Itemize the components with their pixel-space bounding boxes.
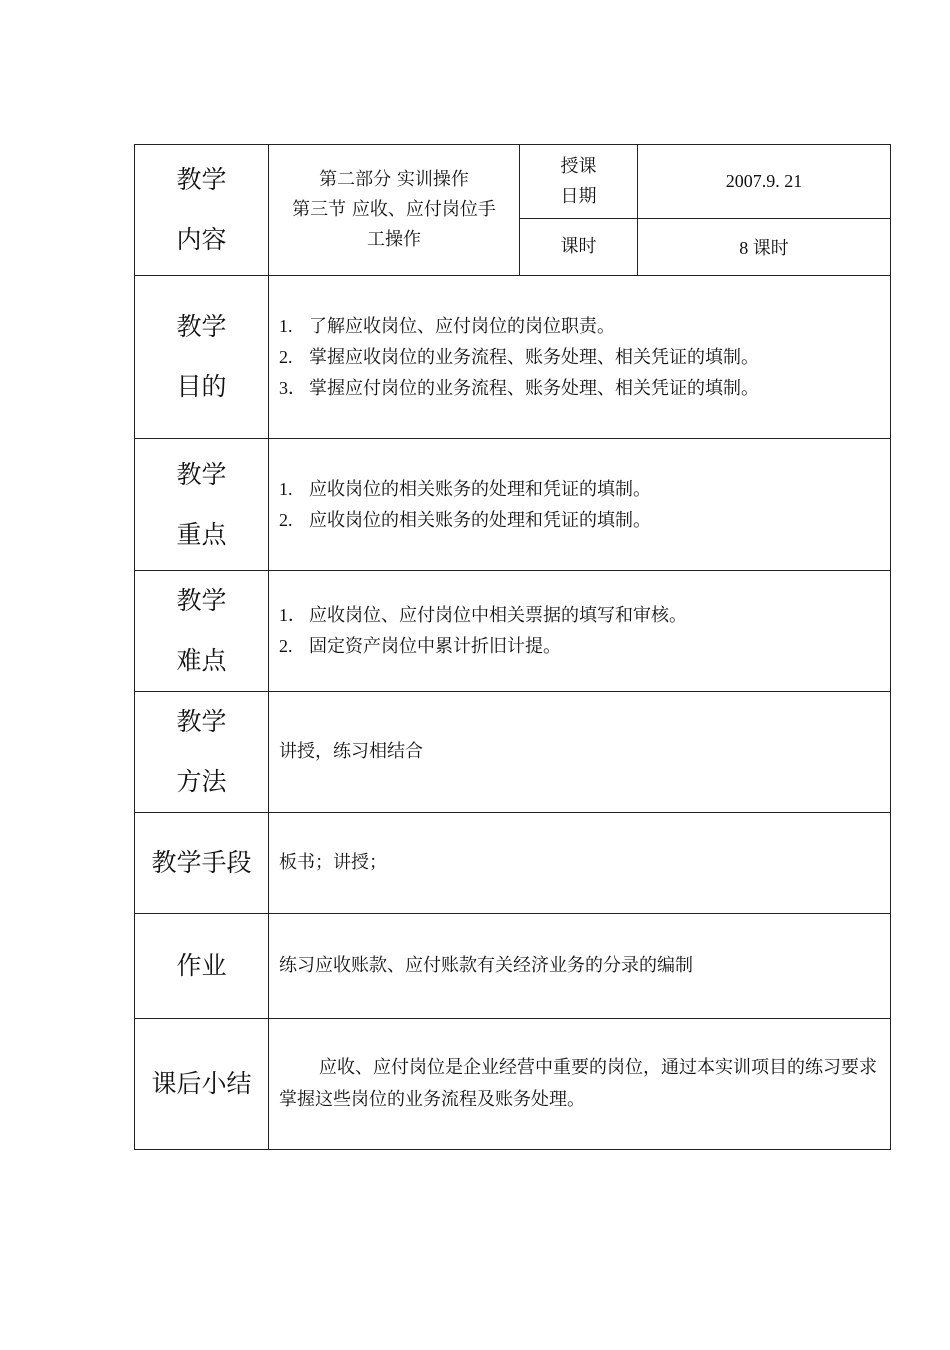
lesson-plan-table xyxy=(134,144,891,1150)
teaching-content-label: 教学 内容 xyxy=(135,145,269,276)
key-points-content xyxy=(269,439,891,571)
methods-content: 讲授，练习相结合 xyxy=(269,692,891,813)
hours-label: 课时 xyxy=(520,219,638,276)
list-item: 1. 了解应收岗位、应付岗位的岗位职责。 xyxy=(279,315,615,337)
difficulties-content xyxy=(269,571,891,692)
teaching-content-value xyxy=(269,145,520,276)
methods-label: 教学 方法 xyxy=(135,692,269,813)
hours-value: 8 课时 xyxy=(638,219,891,276)
content-section-cont: 工操作 xyxy=(367,229,421,250)
homework-label: 作业 xyxy=(135,914,269,1019)
difficulties-label: 教学 难点 xyxy=(135,571,269,692)
date-value: 2007.9. 21 xyxy=(638,145,891,219)
summary-content: 应收、应付岗位是企业经营中重要的岗位，通过本实训项目的练习要求掌握这些岗位的业务流程及账务处理。 xyxy=(269,1019,891,1150)
homework-content: 练习应收账款、应付账款有关经济业务的分录的编制 xyxy=(269,914,891,1019)
list-item: 2. 应收岗位的相关账务的处理和凭证的填制。 xyxy=(279,509,651,531)
list-item: 1. 应收岗位的相关账务的处理和凭证的填制。 xyxy=(279,478,651,500)
key-points-label: 教学 重点 xyxy=(135,439,269,571)
means-content: 板书；讲授； xyxy=(269,813,891,914)
list-item: 3． 掌握应付岗位的业务流程、账务处理、相关凭证的填制。 xyxy=(279,377,759,399)
content-part: 第二部分 实训操作 xyxy=(319,169,469,190)
objectives-content xyxy=(269,276,891,439)
list-item: 2. 掌握应收岗位的业务流程、账务处理、相关凭证的填制。 xyxy=(279,346,759,368)
objectives-label: 教学 目的 xyxy=(135,276,269,439)
date-label: 授课 日期 xyxy=(520,145,638,219)
list-item: 1． 应收岗位、应付岗位中相关票据的填写和审核。 xyxy=(279,605,687,626)
list-item: 2. 固定资产岗位中累计折旧计提。 xyxy=(279,636,561,657)
means-label: 教学手段 xyxy=(135,813,269,914)
content-section: 第三节 应收、应付岗位手 xyxy=(292,199,496,220)
summary-label: 课后小结 xyxy=(135,1019,269,1150)
